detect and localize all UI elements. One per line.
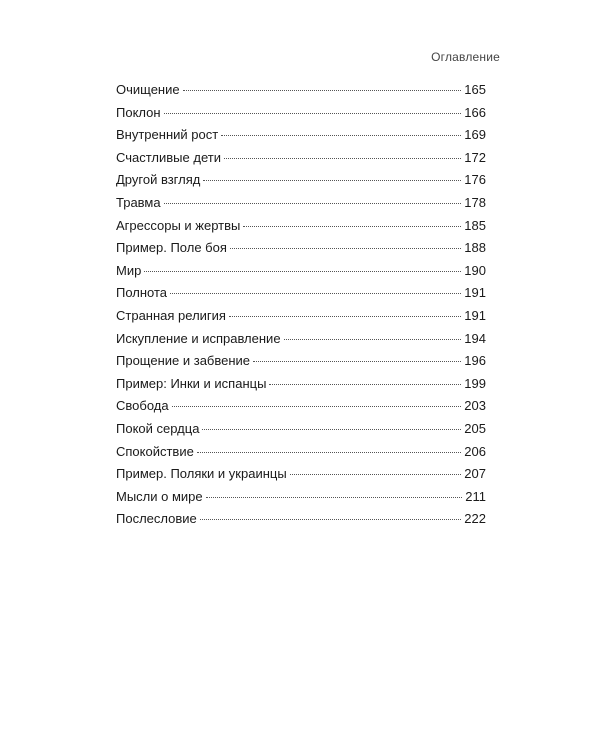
toc-entry-page: 207 [464,466,486,482]
toc-entry[interactable] [116,102,486,125]
toc-dot-leader [164,112,462,114]
toc-entry-title: Травма [116,194,161,210]
toc-entry-page: 199 [464,375,486,391]
toc-entry-page: 211 [465,488,486,504]
toc-entry[interactable] [116,237,486,260]
toc-entry-page: 166 [464,104,486,120]
toc-dot-leader [269,383,461,385]
toc-entry-title: Послесловие [116,511,197,527]
toc-entry-page: 169 [464,127,486,143]
toc-entry-title: Мир [116,262,142,278]
toc-dot-leader [221,134,461,136]
toc-entry-title: Другой взгляд [116,172,201,188]
toc-entry[interactable] [116,508,486,531]
toc-entry-title: Покой сердца [116,420,200,436]
toc-entry-title: Очищение [116,82,180,97]
toc-entry[interactable] [116,79,486,102]
toc-entry-title: Свобода [116,398,169,414]
toc-dot-leader [253,360,461,362]
toc-dot-leader [284,338,462,340]
toc-dot-leader [172,405,462,407]
toc-entry[interactable] [116,305,486,328]
toc-entry-page: 190 [464,262,486,278]
toc-entry-page: 191 [464,285,486,301]
toc-entry[interactable] [116,328,486,351]
toc-entry-page: 172 [464,149,486,165]
toc-entry-page: 222 [464,511,486,527]
toc-entry[interactable] [116,260,486,283]
toc-entry[interactable] [116,192,486,215]
toc-dot-leader [206,496,463,498]
toc-dot-leader [164,202,462,204]
toc-entry[interactable] [116,441,486,464]
toc-dot-leader [229,315,461,317]
toc-entry[interactable] [116,124,486,147]
toc-entry-page: 194 [464,330,486,346]
toc-entry[interactable] [116,373,486,396]
toc-entry-page: 205 [464,420,486,436]
toc-entry-page: 196 [464,353,486,369]
toc-entry[interactable] [116,169,486,192]
toc-entry[interactable] [116,418,486,441]
toc-entry-title: Странная религия [116,307,226,323]
toc-dot-leader [200,518,462,520]
toc-dot-leader [144,270,461,272]
toc-entry-page: 206 [464,443,486,459]
toc-entry-page: 185 [464,217,486,233]
toc-entry-title: Пример. Поле боя [116,240,227,256]
toc-entry-page: 188 [464,240,486,256]
toc-entry[interactable] [116,486,486,509]
table-of-contents [116,79,486,531]
toc-entry-title: Поклон [116,104,161,120]
toc-entry-title: Полнота [116,285,168,301]
toc-entry[interactable] [116,147,486,170]
toc-entry-page: 191 [464,307,486,323]
toc-entry-page: 178 [464,194,486,210]
toc-entry-page: 176 [464,172,486,188]
toc-entry-page: 203 [464,398,486,414]
toc-dot-leader [203,179,461,181]
toc-dot-leader [224,157,461,159]
toc-dot-leader [197,451,461,453]
toc-entry-title: Спокойствие [116,443,194,459]
toc-entry-page: 165 [464,82,486,97]
toc-entry-title: Прощение и забвение [116,353,251,369]
toc-entry[interactable] [116,463,486,486]
toc-dot-leader [202,428,461,430]
toc-dot-leader [170,292,461,294]
toc-entry-title: Пример. Поляки и украинцы [116,466,287,482]
toc-entry[interactable] [116,350,486,373]
toc-entry[interactable] [116,282,486,305]
toc-dot-leader [183,89,462,91]
toc-entry-title: Агрессоры и жертвы [116,217,241,233]
toc-dot-leader [230,247,461,249]
toc-dot-leader [243,225,461,227]
running-header: Оглавление [431,50,500,64]
toc-dot-leader [290,473,462,475]
toc-entry-title: Мысли о мире [116,488,203,504]
toc-entry[interactable] [116,395,486,418]
toc-entry-title: Счастливые дети [116,149,221,165]
toc-entry[interactable] [116,215,486,238]
toc-entry-title: Пример: Инки и испанцы [116,375,267,391]
toc-entry-title: Искупление и исправление [116,330,281,346]
toc-entry-title: Внутренний рост [116,127,219,143]
